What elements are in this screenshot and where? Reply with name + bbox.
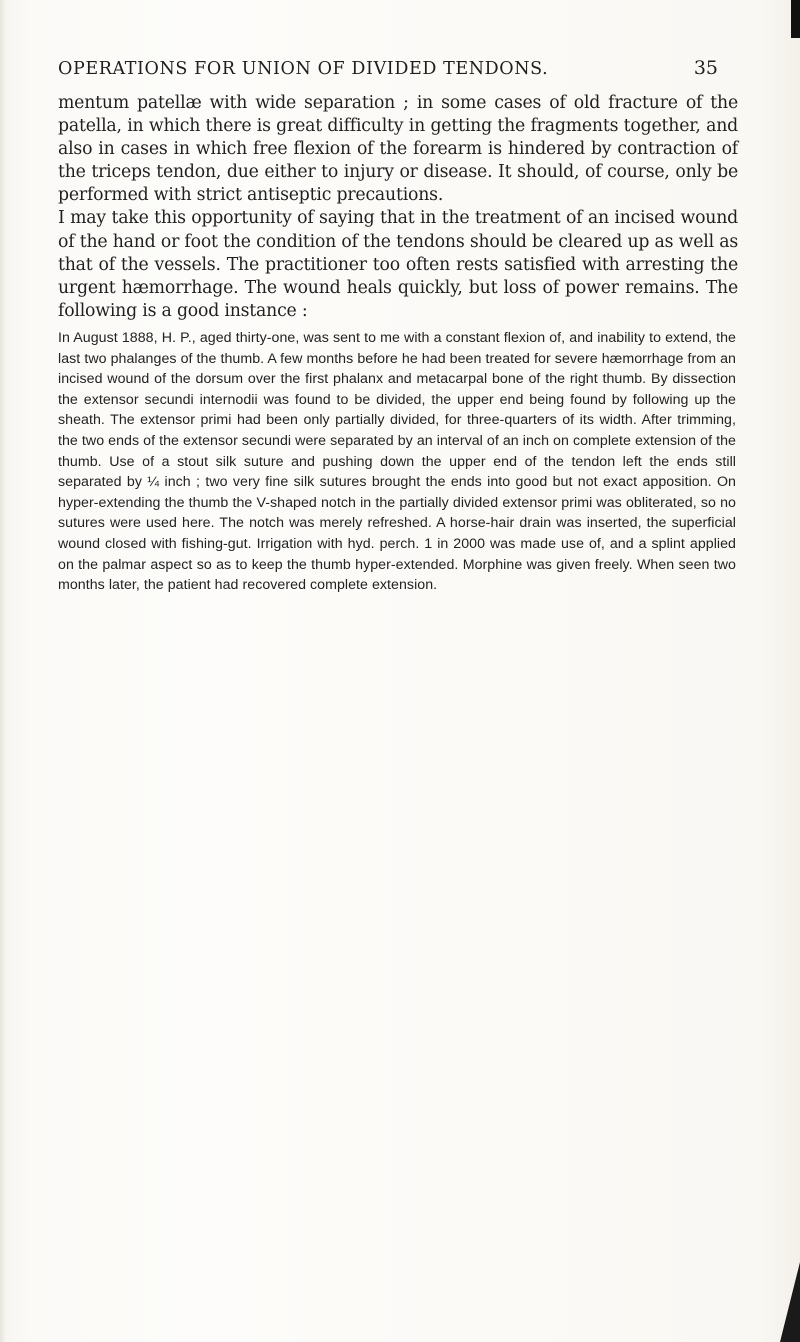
page-number: 35 bbox=[693, 57, 718, 79]
running-header bbox=[58, 57, 718, 79]
case-report bbox=[58, 328, 736, 596]
running-title: OPERATIONS FOR UNION OF DIVIDED TENDONS. bbox=[58, 59, 549, 79]
page-gutter-shadow bbox=[0, 0, 6, 1342]
case-report-paragraph: In August 1888, H. P., aged thirty-one, was sent to me with a constant flexion of, and inability to extend, the last two phalanges of the thumb. A few months before he had been treated for severe hæmorrhage from an incised wound of the dorsum over the first phalanx and metacarpal bone of the right thumb. By dissection the extensor secundi internodii was found to be divided, the upper end being found by following up the sheath. The extensor primi had been only partially divided, for three-quarters of its width. After trimming, the two ends of the extensor secundi were separated by an interval of an inch on complete extension of the thumb. Use of a stout silk suture and pushing down the upper end of the tendon left the ends still separated by ¼ inch ; two very fine silk sutures brought the ends into good but not exact apposition. On hyper-extending the thumb the V-shaped notch in the partially divided extensor primi was obliterated, so no sutures were used here. The notch was merely refreshed. A horse-hair drain was inserted, the superficial wound closed with fishing-gut. Irrigation with hyd. perch. 1 in 2000 was made use of, and a splint applied on the palmar aspect so as to keep the thumb hyper-extended. Morphine was given freely. When seen two months later, the patient had recovered complete extension. bbox=[58, 330, 736, 594]
paragraph-tendon-treatment: I may take this opportunity of saying that in the treatment of an incised wound of the hand or foot the condition of the tendons should be cleared up as well as that of the vessels. The practitioner too often rests satisfied with arresting the urgent hæmorrhage. The wound heals quickly, but loss of power remains. The following is a good instance : bbox=[58, 208, 738, 321]
scan-edge-mark-top bbox=[791, 0, 800, 38]
scan-edge-mark-bottom bbox=[780, 1262, 800, 1342]
main-text bbox=[58, 92, 738, 323]
paragraph-continuation: mentum patellæ with wide separation ; in some cases of old fracture of the patella, in which there is great difficulty in getting the fragments together, and also in cases in which free flexion of the forearm is hindered by contraction of the triceps tendon, due either to injury or disease. It should, of course, only be performed with strict antiseptic precautions. bbox=[58, 93, 738, 206]
